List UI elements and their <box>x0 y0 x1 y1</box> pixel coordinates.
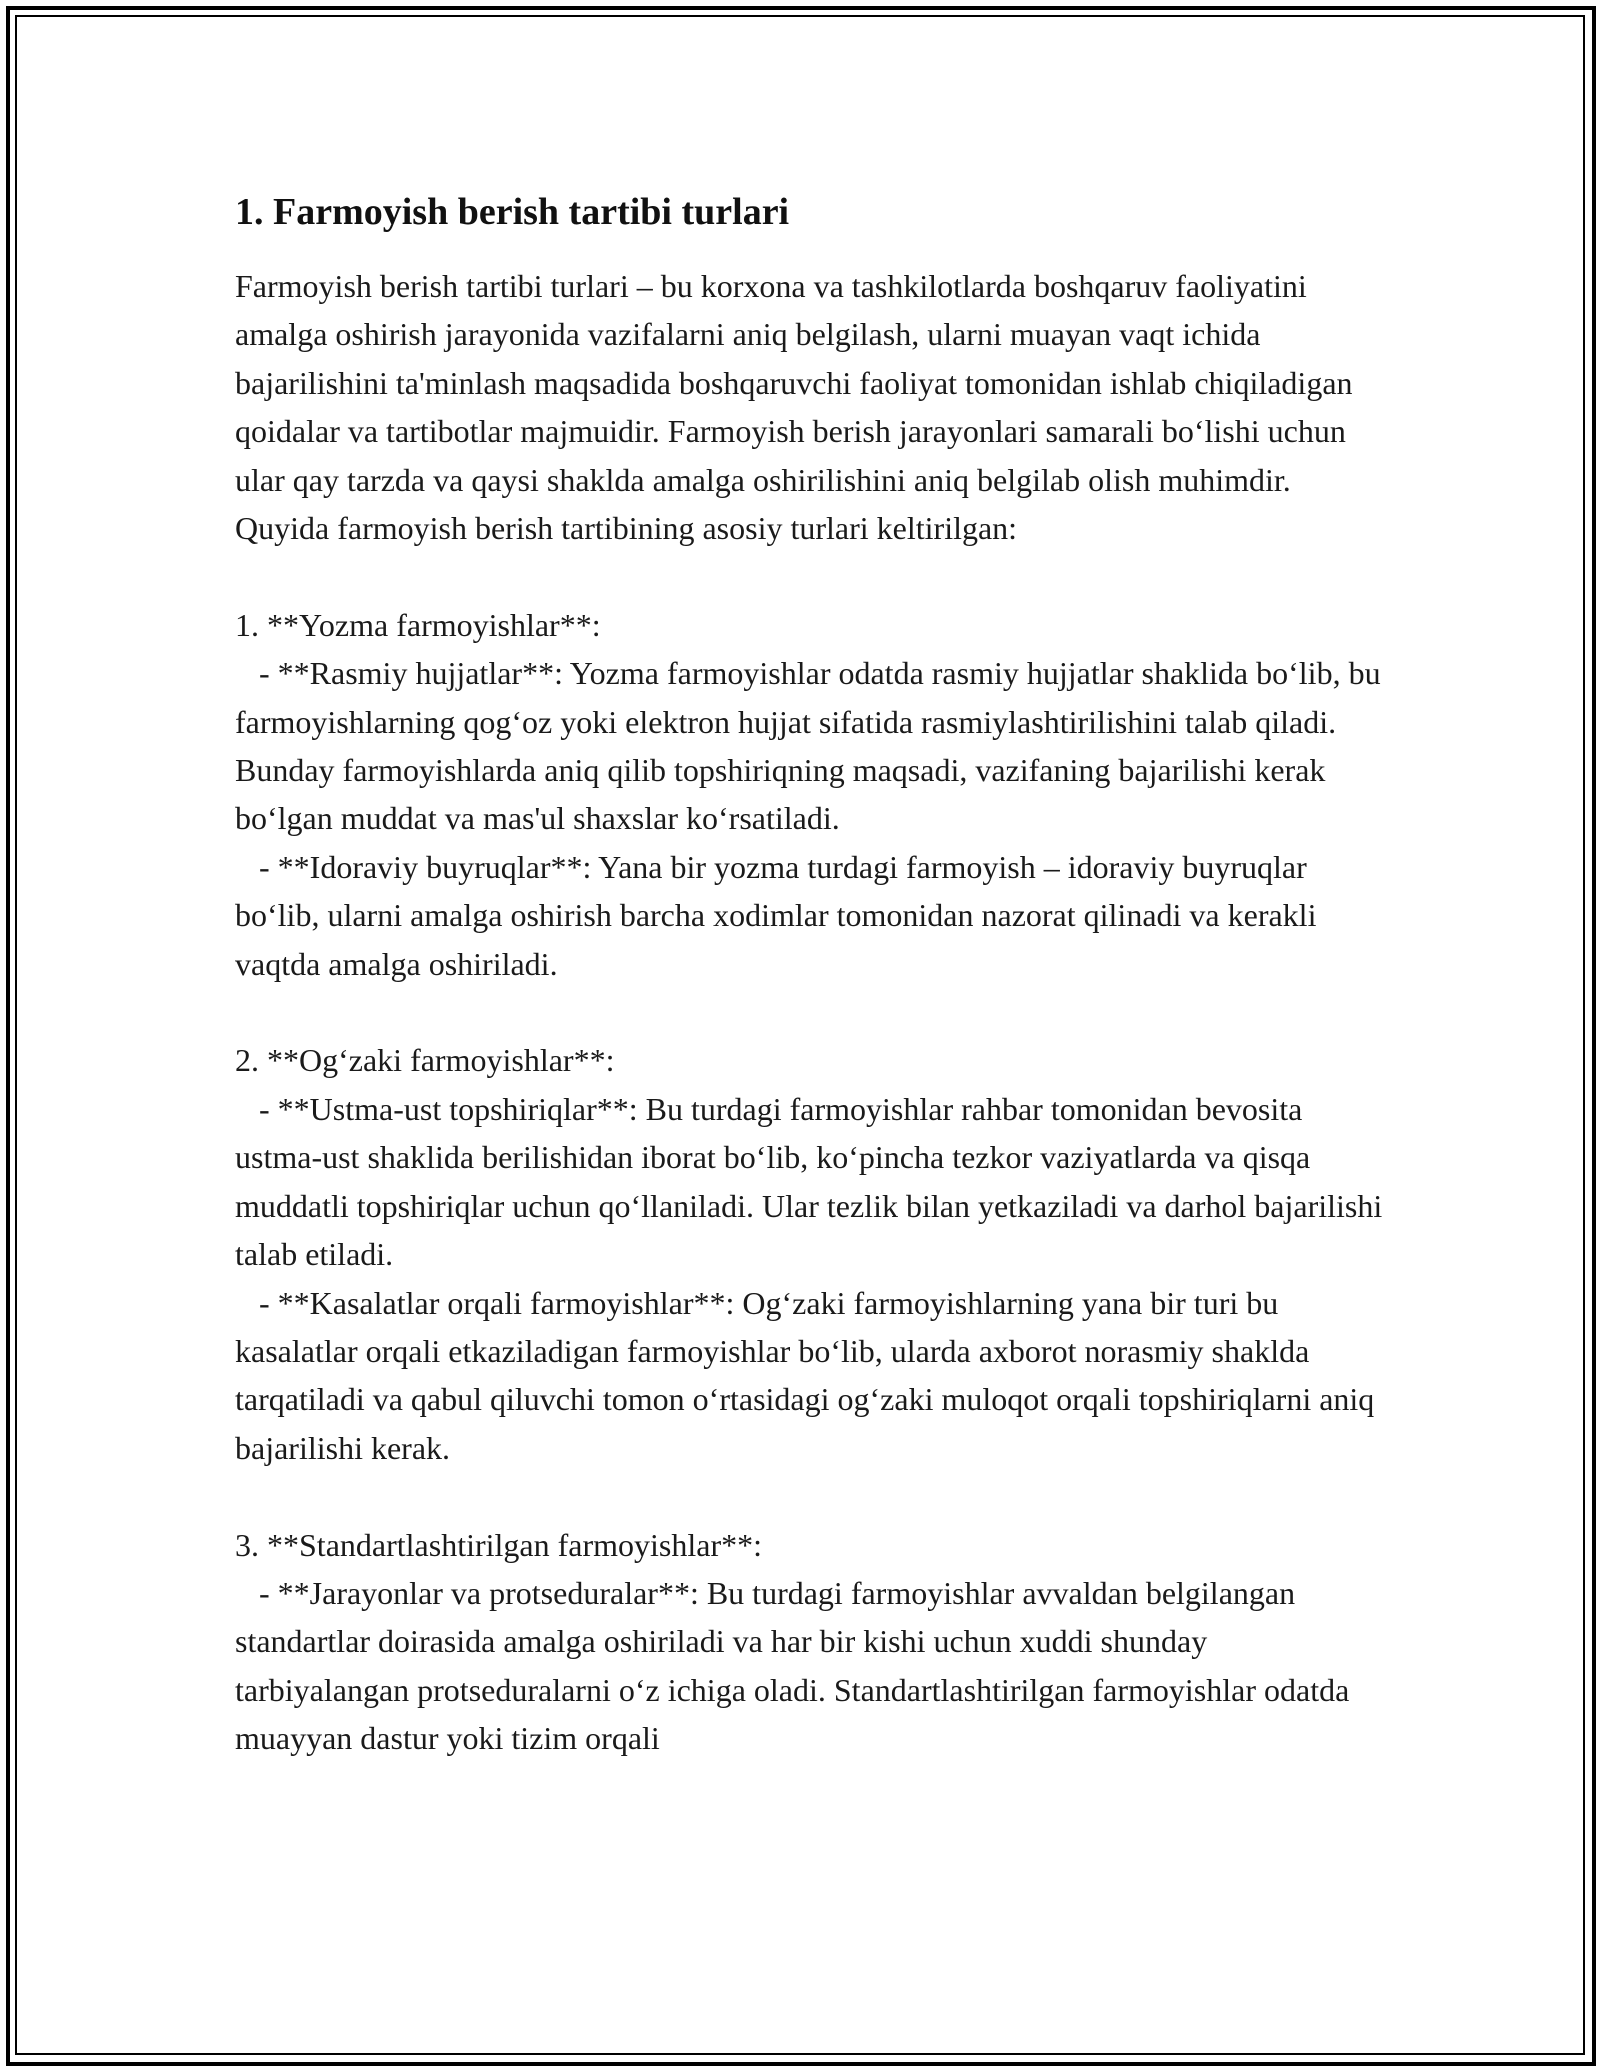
section-yozma <box>235 601 1389 988</box>
section-title: 1. **Yozma farmoyishlar**: <box>235 606 601 643</box>
list-item: - **Idoraviy buyruqlar**: Yana bir yozma turdagi farmoyish – idoraviy buyruqlar bo‘lib, ularni amalga oshirish barcha xodimlar tomonidan nazorat qilinadi va kerakli vaqtda amalga oshiriladi. <box>235 848 1325 982</box>
section-title: 2. **Og‘zaki farmoyishlar**: <box>235 1042 615 1079</box>
list-item: - **Rasmiy hujjatlar**: Yozma farmoyishlar odatda rasmiy hujjatlar shaklida bo‘lib, bu farmoyishlarning qog‘oz yoki elektron hujjat sifatida rasmiylashtirilishini talab qiladi. Bunday farmoyishlarda aniq qilib topshiriqning maqsadi, vazifaning bajarilishi kerak bo‘lgan muddat va mas'ul shaxslar ko‘rsatiladi. <box>235 655 1389 837</box>
paragraph-gap <box>235 1472 1385 1520</box>
document-page <box>235 188 1391 1763</box>
paragraph-gap <box>235 988 1385 1036</box>
list-item: - **Jarayonlar va protseduralar**: Bu turdagi farmoyishlar avvaldan belgilangan standartlar doirasida amalga oshiriladi va har bir kishi uchun xuddi shunday tarbiyalangan protseduralarni o‘z ichiga oladi. Standartlashtirilgan farmoyishlar odatda muayyan dastur yoki tizim orqali <box>235 1574 1358 1757</box>
paragraph-gap <box>235 552 1385 600</box>
section-title: 3. **Standartlashtirilgan farmoyishlar**: <box>235 1526 762 1563</box>
list-item: - **Ustma-ust topshiriqlar**: Bu turdagi farmoyishlar rahbar tomonidan bevosita ustma-ust shaklida berilishidan iborat bo‘lib, ko‘pincha tezkor vaziyatlarda va qisqa muddatli topshiriqlar uchun qo‘llaniladi. Ular tezlik bilan yetkaziladi va darhol bajarilishi talab etiladi. <box>235 1090 1391 1273</box>
intro-paragraph: Farmoyish berish tartibi turlari – bu korxona va tashkilotlarda boshqaruv faoliyatini amalga oshirish jarayonida vazifalarni aniq belgilash, ularni muayan vaqt ichida bajarilishini ta'minlash maqsadida boshqaruvchi faoliyat tomonidan ishlab chiqiladigan qoidalar va tartibotlar majmuidir. Farmoyish berish jarayonlari samarali bo‘lishi uchun ular qay tarzda va qaysi shaklda amalga oshirilishini aniq belgilab olish muhimdir. Quyida farmoyish berish tartibining asosiy turlari keltirilgan: <box>235 268 1361 547</box>
list-item: - **Kasalatlar orqali farmoyishlar**: Og‘zaki farmoyishlarning yana bir turi bu kasalatlar orqali etkaziladigan farmoyishlar bo‘lib, ularda axborot norasmiy shaklda tarqatiladi va qabul qiluvchi tomon o‘rtasidagi og‘zaki muloqot orqali topshiriqlarni aniq bajarilishi kerak. <box>235 1284 1383 1466</box>
document-heading: 1. Farmoyish berish tartibi turlari <box>235 191 790 233</box>
section-standart <box>235 1521 1385 1763</box>
section-ogzaki <box>235 1036 1391 1472</box>
